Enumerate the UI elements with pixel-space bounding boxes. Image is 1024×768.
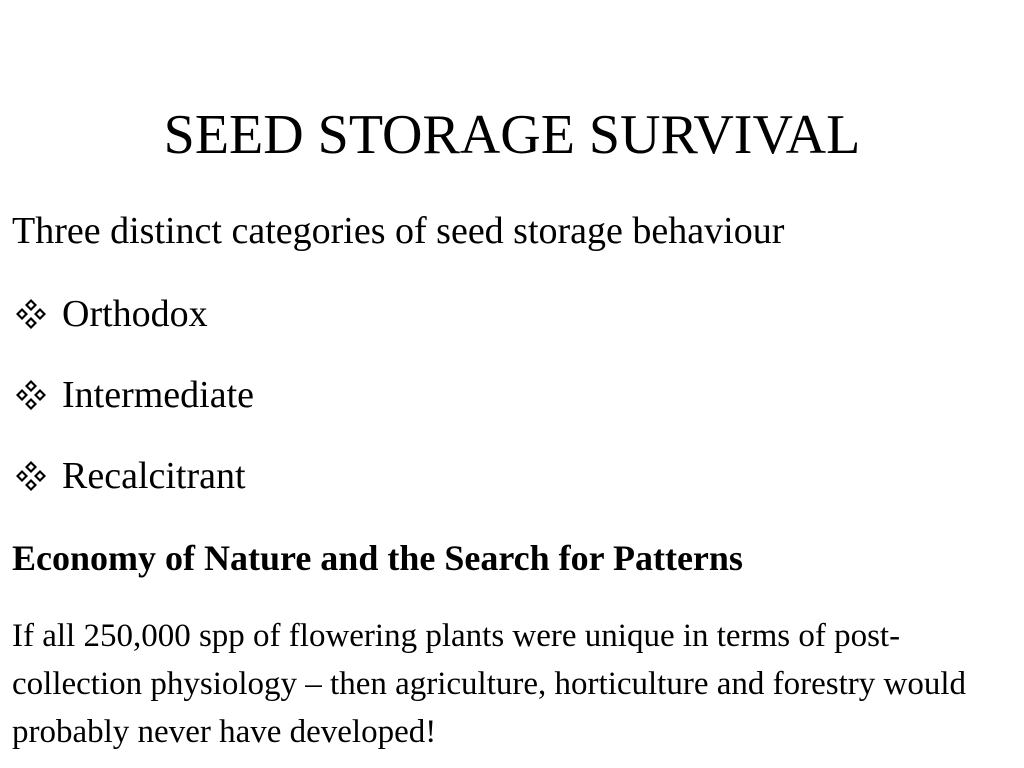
bullet-item-orthodox bbox=[12, 290, 208, 338]
slide-title: SEED STORAGE SURVIVAL bbox=[163, 104, 861, 166]
bullet-item-recalcitrant bbox=[12, 452, 246, 500]
body-paragraph: If all 250,000 spp of flowering plants were unique in terms of post-collection physiology – then agriculture, horticulture and forestry would probably never have developed! bbox=[12, 618, 967, 750]
diamond-bullet-icon bbox=[12, 457, 50, 495]
diamond-bullet-icon bbox=[12, 295, 50, 333]
diamond-bullet-icon bbox=[12, 376, 50, 414]
intro-text: Three distinct categories of seed storage behaviour bbox=[12, 210, 785, 252]
bullet-label: Intermediate bbox=[62, 374, 255, 416]
bullet-item-intermediate bbox=[12, 371, 254, 419]
bullet-label: Orthodox bbox=[62, 293, 208, 335]
section-subheading: Economy of Nature and the Search for Patterns bbox=[12, 538, 743, 578]
bullet-label: Recalcitrant bbox=[62, 455, 246, 497]
